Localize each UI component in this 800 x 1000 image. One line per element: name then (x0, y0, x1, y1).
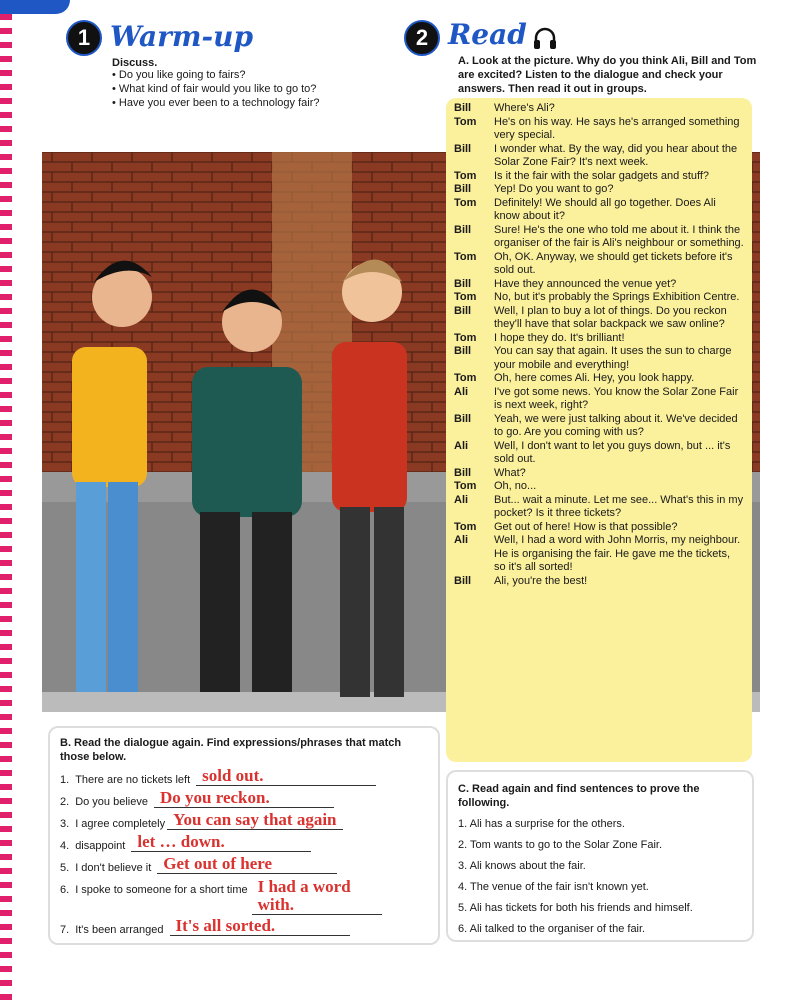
dialogue-line (454, 116, 744, 143)
dialogue-line (454, 467, 744, 481)
dialogue-line (454, 345, 744, 372)
line-text: Well, I plan to buy a lot of things. Do you reckon they'll have that solar backpack we saw online? (494, 304, 727, 330)
line-text: Get out of here! How is that possible? (494, 520, 678, 533)
dialogue-line (454, 372, 744, 386)
warmup-question: • What kind of fair would you like to go to? (112, 82, 320, 96)
speaker: Tom (454, 115, 477, 128)
line-text: But... wait a minute. Let me see... What's this in my pocket? Is it three tickets? (494, 493, 744, 519)
dialogue-line (454, 575, 744, 589)
line-text: Well, I don't want to let you guys down, but ... it's sold out. (494, 439, 731, 465)
answer-field[interactable]: sold out. (196, 767, 376, 786)
line-text: What? (494, 466, 526, 479)
section-1-number: 1 (66, 20, 102, 56)
speaker: Tom (454, 250, 477, 263)
dialogue-line (454, 521, 744, 535)
speaker: Bill (454, 345, 472, 357)
warmup-questions (112, 68, 320, 110)
line-text: Sure! He's the one who told me about it. I think the organiser of the fair is Ali's neighbour or something. (494, 223, 744, 249)
line-text: Oh, here comes Ali. Hey, you look happy. (494, 372, 695, 384)
dialogue-line (454, 534, 744, 575)
item-prompt: disappoint (75, 840, 126, 852)
item-number: 3. (60, 818, 70, 830)
speaker: Tom (454, 169, 477, 182)
dialogue-line (454, 494, 744, 521)
speaker: Tom (454, 520, 477, 533)
line-text: Oh, OK. Anyway, we should get tickets before it's sold out. (494, 250, 733, 276)
item-number: 7. (60, 924, 70, 936)
exercise-c-item: 4. The venue of the fair isn't known yet. (458, 881, 649, 893)
line-text: Have they announced the venue yet? (494, 277, 677, 290)
exercise-b-item (60, 914, 428, 936)
line-text: Definitely! We should all go together. Does Ali know about it? (494, 196, 716, 222)
dialogue-line (454, 183, 744, 197)
dialogue-line (454, 224, 744, 251)
warmup-instruction: Discuss. (112, 57, 158, 69)
speaker: Bill (454, 412, 472, 425)
line-text: Yep! Do you want to go? (494, 183, 614, 195)
line-text: Yeah, we were just talking about it. We've decided to go. Are you coming with us? (494, 412, 738, 438)
speaker: Bill (454, 102, 472, 114)
read-instruction: A. Look at the picture. Why do you think Ali, Bill and Tom are excited? Listen to the dialogue and check your answers. Then read it out in groups. (458, 55, 757, 95)
headphones-icon[interactable] (532, 26, 558, 50)
exercise-c-item: 2. Tom wants to go to the Solar Zone Fair. (458, 839, 663, 851)
exercise-b-item (60, 808, 428, 830)
answer-field[interactable]: Do you reckon. (154, 789, 334, 808)
line-text: No, but it's probably the Springs Exhibition Centre. (494, 291, 740, 303)
exercise-b-item (60, 786, 428, 808)
item-number: 6. (60, 884, 70, 896)
warmup-question: • Do you like going to fairs? (112, 68, 320, 82)
dialogue-line (454, 197, 744, 224)
item-prompt: I agree completely (75, 818, 166, 830)
exercise-c-item: 1. Ali has a surprise for the others. (458, 818, 625, 830)
line-text: I've got some news. You know the Solar Zone Fair is next week, right? (494, 385, 739, 411)
dialogue-line (454, 102, 744, 116)
item-prompt: It's been arranged (75, 924, 164, 936)
dialogue-line (454, 251, 744, 278)
speaker: Tom (454, 480, 477, 492)
speaker: Bill (454, 183, 472, 195)
section-2-number: 2 (404, 20, 440, 56)
answer-field[interactable]: Get out of here (157, 855, 337, 874)
exercise-b-item (60, 852, 428, 874)
warmup-title: Warm-up (110, 20, 254, 53)
answer-field[interactable]: I had a word with. (252, 878, 382, 915)
speaker: Ali (454, 385, 469, 398)
line-text: I wonder what. By the way, did you hear about the Solar Zone Fair? It's next week. (494, 142, 738, 168)
dialogue-line (454, 278, 744, 292)
speaker: Bill (454, 142, 472, 155)
dialogue-line (454, 332, 744, 346)
corner-tab (0, 0, 70, 14)
line-text: Is it the fair with the solar gadgets and stuff? (494, 169, 710, 182)
dialogue-line (454, 291, 744, 305)
dialogue-line (454, 413, 744, 440)
dialogue-box (446, 98, 752, 762)
answer-field[interactable]: let … down. (131, 833, 311, 852)
speaker: Bill (454, 304, 472, 317)
speaker: Tom (454, 196, 477, 209)
speaker: Ali (454, 493, 469, 506)
exercise-b-item (60, 764, 428, 786)
speaker: Ali (454, 534, 469, 546)
dialogue-line (454, 386, 744, 413)
line-text: Oh, no... (494, 480, 537, 492)
answer-field[interactable]: You can say that again (167, 811, 342, 830)
exercise-c-item: 3. Ali knows about the fair. (458, 860, 586, 872)
exercise-b-item (60, 830, 428, 852)
dialogue-line (454, 480, 744, 494)
speaker: Bill (454, 277, 472, 290)
line-text: He's on his way. He says he's arranged something very special. (494, 115, 740, 141)
speaker: Tom (454, 291, 477, 303)
exercise-c-instruction: C. Read again and find sentences to prove the following. (458, 783, 700, 809)
item-number: 2. (60, 796, 70, 808)
line-text: Where's Ali? (494, 102, 555, 114)
warmup-question: • Have you ever been to a technology fair? (112, 96, 320, 110)
item-prompt: Do you believe (75, 796, 148, 808)
line-text: Well, I had a word with John Morris, my neighbour. He is organising the fair. He gave me the tickets, so it's all sorted! (494, 534, 741, 573)
read-title: Read (448, 18, 527, 51)
item-number: 4. (60, 840, 70, 852)
speaker: Tom (454, 331, 477, 344)
item-prompt: I don't believe it (75, 862, 152, 874)
exercise-c-item: 6. Ali talked to the organiser of the fair. (458, 923, 646, 935)
binder-edge (0, 0, 12, 1000)
speaker: Bill (454, 574, 472, 587)
exercise-b-item (60, 874, 428, 914)
dialogue-line (454, 170, 744, 184)
speaker: Bill (454, 223, 472, 236)
speaker: Tom (454, 372, 477, 384)
exercise-c (448, 772, 752, 940)
exercise-b-instruction: B. Read the dialogue again. Find expressions/phrases that match those below. (60, 737, 402, 763)
item-prompt: I spoke to someone for a short time (75, 884, 248, 896)
line-text: You can say that again. It uses the sun to charge your mobile and everything! (494, 345, 732, 371)
line-text: I hope they do. It's brilliant! (494, 331, 625, 344)
exercise-c-item: 5. Ali has tickets for both his friends and himself. (458, 902, 693, 914)
exercise-b (50, 728, 438, 943)
item-number: 1. (60, 774, 70, 786)
answer-field[interactable]: It's all sorted. (170, 917, 350, 936)
dialogue-line (454, 440, 744, 467)
dialogue-line (454, 305, 744, 332)
item-prompt: There are no tickets left (75, 774, 191, 786)
item-number: 5. (60, 862, 70, 874)
speaker: Ali (454, 439, 469, 452)
line-text: Ali, you're the best! (494, 574, 588, 587)
speaker: Bill (454, 466, 472, 479)
dialogue-line (454, 143, 744, 170)
